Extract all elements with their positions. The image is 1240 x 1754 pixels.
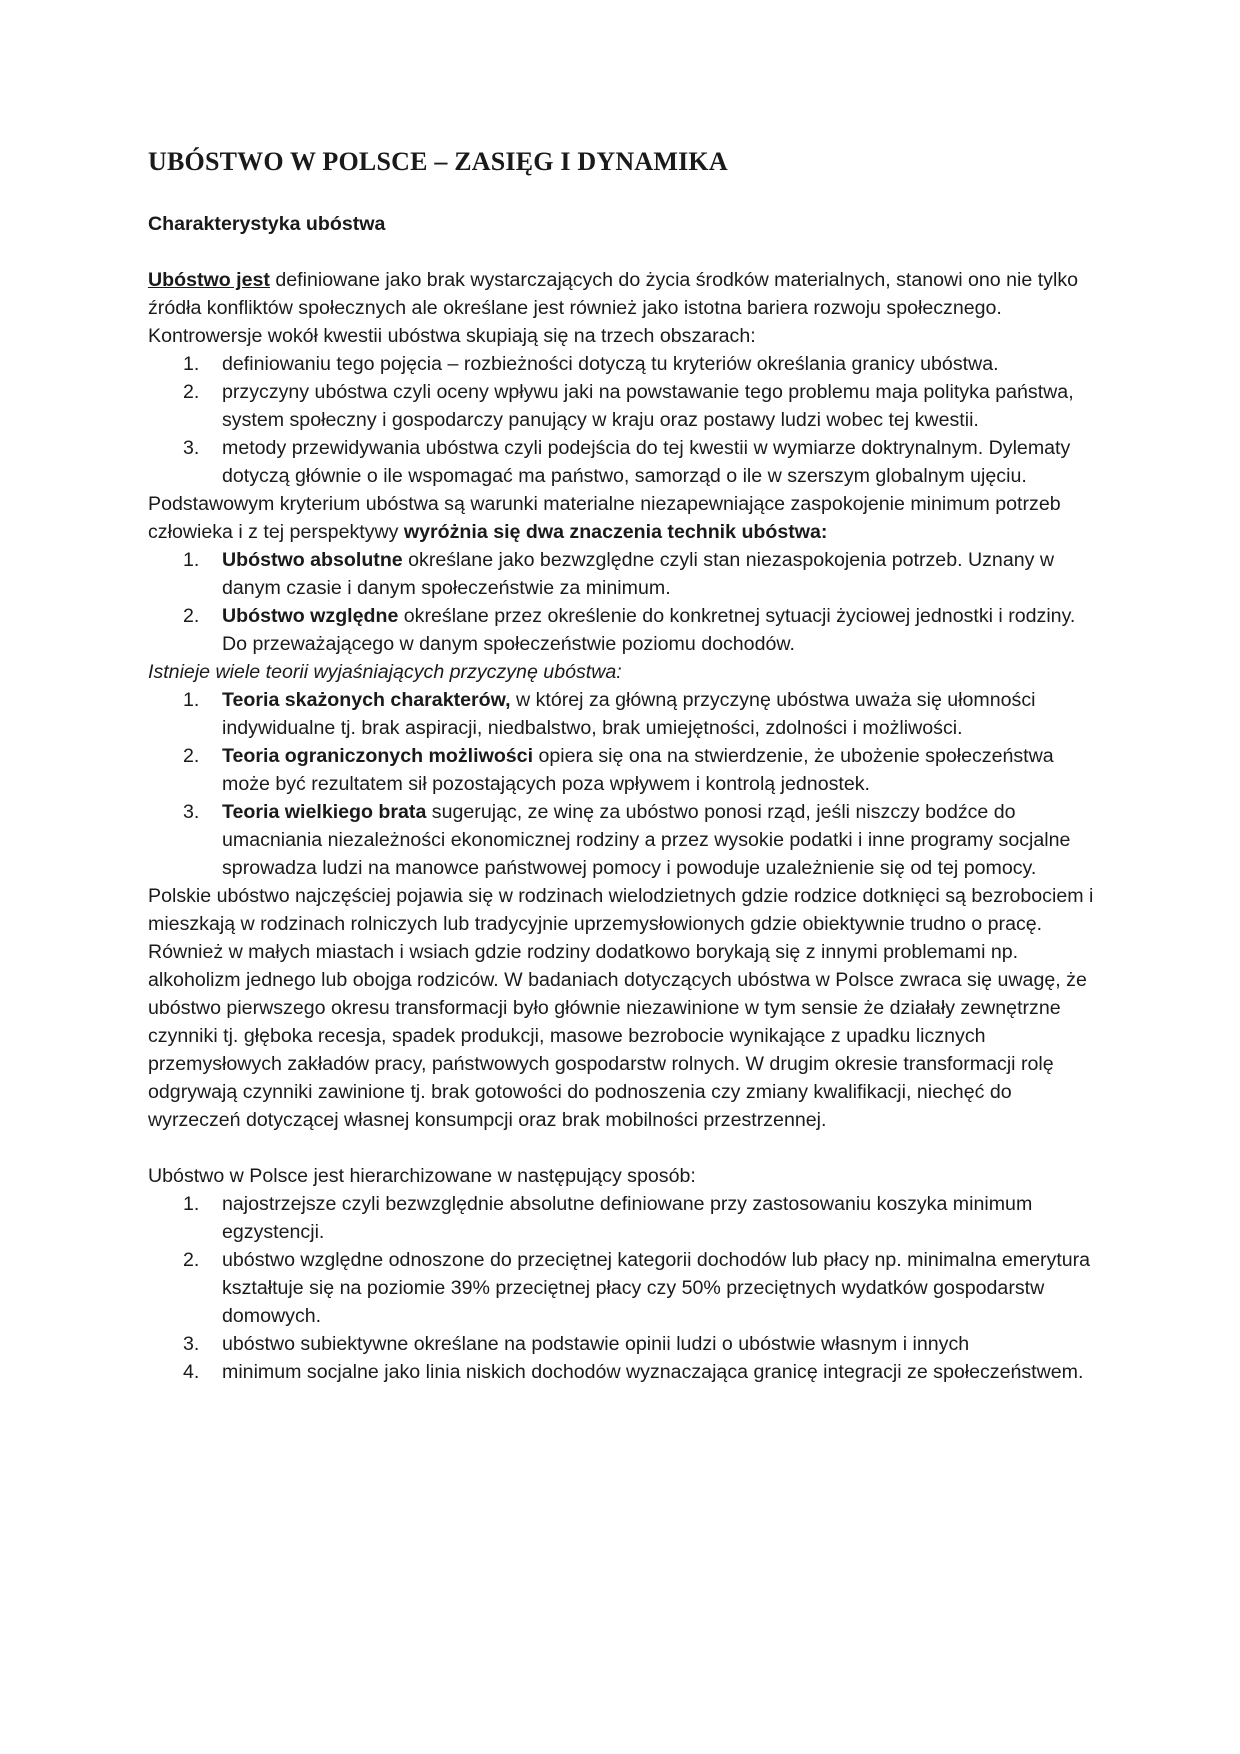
polish-poverty-paragraph: Polskie ubóstwo najczęściej pojawia się w rodzinach wielodzietnych gdzie rodzice dotknięci są bezrobociem i mieszkają w rodzinach rolniczych lub tradycyjnie uprzemysłowionych gdzie obiektywnie trudno o pracę. Również w małych miastach i wsiach gdzie rodziny dodatkowo borykają się z innymi problemami np. alkoholizm jednego lub obojga rodziców. W badaniach dotyczących ubóstwa w Polsce zwraca się uwagę, że ubóstwo pierwszego okresu transformacji było głównie niezawinione w tym sensie że działały zewnętrzne czynniki tj. głęboka recesja, spadek produkcji, masowe bezrobocie wynikające z upadku licznych przemysłowych zakładów pracy, państwowych gospodarstw rolnych. W drugim okresie transformacji rolę odgrywają czynniki zawinione tj. brak gotowości do podnoszenia czy zmiany kwalifikacji, niechęć do wyrzeczeń dotyczącej własnej konsumpcji oraz brak mobilności przestrzennej. <box>148 885 1094 1131</box>
list-text: sugerując, ze winę za ubóstwo ponosi rząd, jeśli niszczy bodźce do umacniania niezależności ekonomicznej rodziny a przez wysokie podatki i inne programy socjalne sprowadza ludzi na manowce państwowej pomocy i powoduje uzależnienie się od tej pomocy. <box>222 801 1071 879</box>
theories-intro-text: Istnieje wiele teorii wyjaśniających przyczynę ubóstwa: <box>148 661 622 683</box>
list-term: Ubóstwo względne <box>222 605 399 627</box>
list-text: ubóstwo subiektywne określane na podstawie opinii ludzi o ubóstwie własnym i innych <box>222 1333 970 1355</box>
list-text: minimum socjalne jako linia niskich dochodów wyznaczająca granicę integracji ze społeczeństwem. <box>222 1361 1084 1383</box>
list-item <box>148 350 1100 378</box>
list-item <box>148 1246 1100 1330</box>
criterion-text: Podstawowym kryterium ubóstwa są warunki materialne niezapewniające zaspokojenie minimum potrzeb człowieka i z tej perspektywy <box>148 493 1061 543</box>
list-number: 1. <box>183 549 200 571</box>
list-number: 1. <box>183 353 200 375</box>
list-number: 3. <box>183 437 200 459</box>
list-text: w której za główną przyczynę ubóstwa uważa się ułomności indywidualne tj. brak aspiracji, niedbalstwo, brak umiejętności, zdolności i możliwości. <box>222 689 1036 739</box>
theories-intro <box>148 658 1100 686</box>
list-text: opiera się ona na stwierdzenie, że ubożenie społeczeństwa może być rezultatem sił pozostających poza wpływem i kontrolą jednostek. <box>222 745 1054 795</box>
list-term: Teoria ograniczonych możliwości <box>222 745 534 767</box>
list-item <box>148 602 1100 658</box>
list-number: 3. <box>183 1333 200 1355</box>
list-number: 3. <box>183 801 200 823</box>
list-text: przyczyny ubóstwa czyli oceny wpływu jaki na powstawanie tego problemu maja polityka państwa, system społeczny i gospodarczy panujący w kraju oraz postawy ludzi wobec tej kwestii. <box>222 381 1074 431</box>
list-item <box>148 1190 1100 1246</box>
list-term: Teoria skażonych charakterów, <box>222 689 511 711</box>
list-term: Ubóstwo absolutne <box>222 549 403 571</box>
list-item <box>148 742 1100 798</box>
meanings-list <box>148 546 1100 658</box>
intro-text: definiowane jako brak wystarczających do życia środków materialnych, stanowi ono nie tylko źródła konfliktów społecznych ale określane jest również jako istotna bariera rozwoju społecznego. Kontrowersje wokół kwestii ubóstwa skupiają się na trzech obszarach: <box>148 269 1079 347</box>
list-number: 4. <box>183 1361 200 1383</box>
list-item <box>148 434 1100 490</box>
list-number: 2. <box>183 1249 200 1271</box>
list-item <box>148 798 1100 882</box>
list-number: 2. <box>183 605 200 627</box>
document-title: UBÓSTWO W POLSCE – ZASIĘG I DYNAMIKA <box>148 147 728 176</box>
list-item <box>148 686 1100 742</box>
list-text: najostrzejsze czyli bezwzględnie absolutne definiowane przy zastosowaniu koszyka minimum egzystencji. <box>222 1193 1033 1243</box>
intro-lead: Ubóstwo jest <box>148 269 270 291</box>
list-text: określane przez określenie do konkretnej sytuacji życiowej jednostki i rodziny. Do przeważającego w danym społeczeństwie poziomu dochodów. <box>222 605 1076 655</box>
hierarchy-intro: Ubóstwo w Polsce jest hierarchizowane w następujący sposób: <box>148 1165 696 1187</box>
list-item <box>148 1330 1100 1358</box>
section-subtitle: Charakterystyka ubóstwa <box>148 213 386 235</box>
list-text: definiowaniu tego pojęcia – rozbieżności dotyczą tu kryteriów określania granicy ubóstwa. <box>222 353 999 375</box>
list-text: metody przewidywania ubóstwa czyli podejścia do tej kwestii w wymiarze doktrynalnym. Dylematy dotyczą głównie o ile wspomagać ma państwo, samorząd o ile w szerszym globalnym ujęciu. <box>222 437 1071 487</box>
criterion-paragraph <box>148 490 1100 546</box>
list-item <box>148 1358 1100 1386</box>
list-term: Teoria wielkiego brata <box>222 801 427 823</box>
criterion-bold: wyróżnia się dwa znaczenia technik ubóstwa: <box>403 521 828 543</box>
list-number: 2. <box>183 381 200 403</box>
document-body <box>148 210 1100 1386</box>
list-item <box>148 546 1100 602</box>
list-number: 2. <box>183 745 200 767</box>
controversies-list <box>148 350 1100 490</box>
hierarchy-list <box>148 1190 1100 1386</box>
intro-paragraph <box>148 266 1100 350</box>
theories-list <box>148 686 1100 882</box>
list-text: określane jako bezwzględne czyli stan niezaspokojenia potrzeb. Uznany w danym czasie i danym społeczeństwie za minimum. <box>222 549 1055 599</box>
list-item <box>148 378 1100 434</box>
list-text: ubóstwo względne odnoszone do przeciętnej kategorii dochodów lub płacy np. minimalna emerytura kształtuje się na poziomie 39% przeciętnej płacy czy 50% przeciętnych wydatków gospodarstw domowych. <box>222 1249 1091 1327</box>
list-number: 1. <box>183 1193 200 1215</box>
list-number: 1. <box>183 689 200 711</box>
